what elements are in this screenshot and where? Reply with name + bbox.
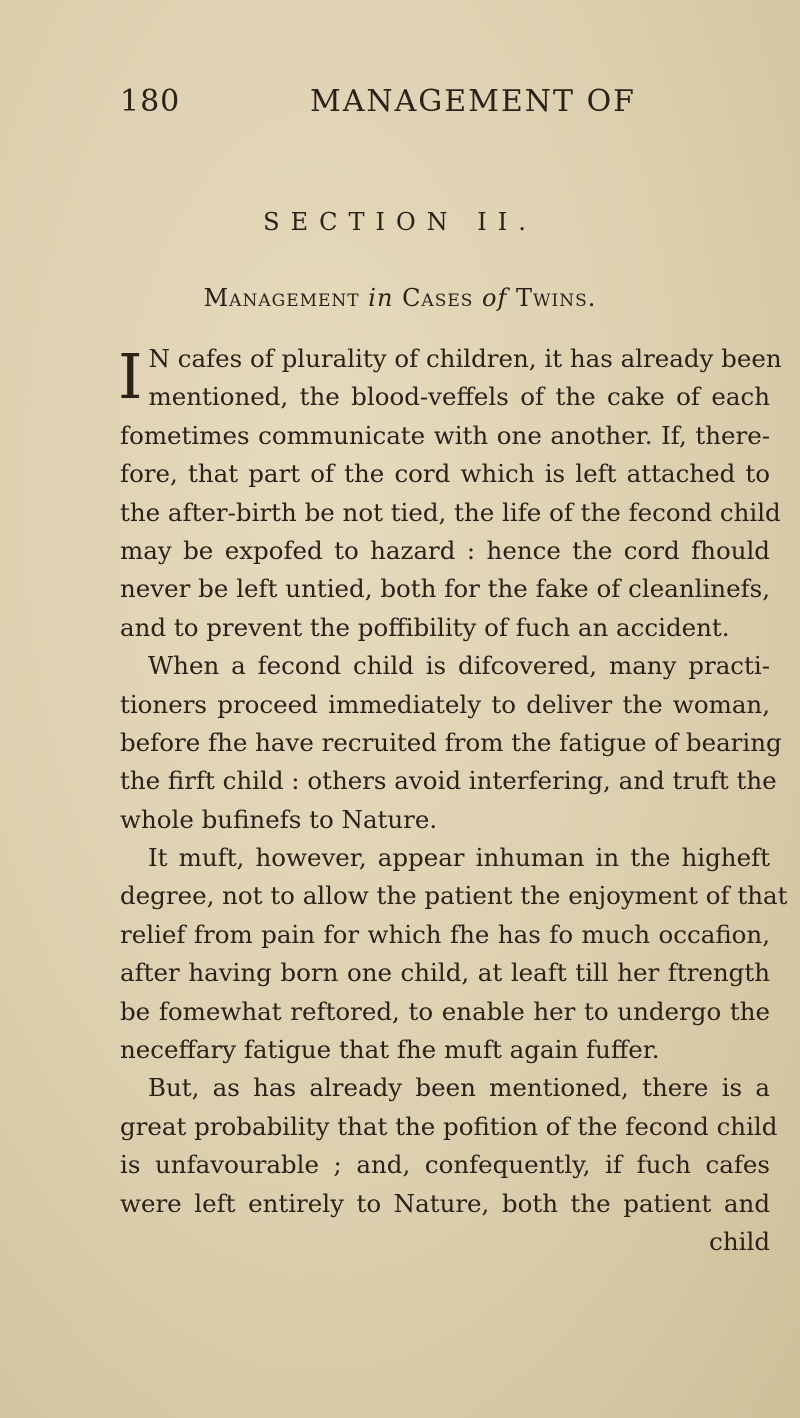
text-line: after having born one child, at leaft till her ftrength <box>120 958 770 988</box>
section-subtitle <box>0 284 800 312</box>
text-line: mentioned, the blood-veffels of the cake of each <box>148 382 770 412</box>
text-line: never be left untied, both for the fake of cleanlinefs, <box>120 574 770 604</box>
text-line: may be expofed to hazard : hence the cord fhould <box>120 535 770 565</box>
text-line: before fhe have recruited from the fatigue of bearing <box>120 727 782 757</box>
text-line: degree, not to allow the patient the enjoyment of that <box>120 881 788 911</box>
subtitle-twins: Twins. <box>516 284 597 312</box>
subtitle-cases: Cases <box>402 284 474 312</box>
text-line: be fomewhat reftored, to enable her to undergo the <box>120 996 770 1026</box>
catchword: child <box>709 1226 770 1256</box>
text-line: But, as has already been mentioned, there is a <box>148 1073 770 1103</box>
text-line: great probability that the pofition of the fecond child <box>120 1111 778 1141</box>
section-title: SECTION II. <box>263 208 537 236</box>
body-text <box>118 340 788 1261</box>
drop-cap: I <box>118 340 143 413</box>
text-line: the after-birth be not tied, the life of the fecond child <box>120 497 781 527</box>
text-line: When a fecond child is difcovered, many practi- <box>148 651 770 681</box>
running-head: MANAGEMENT OF <box>310 84 636 119</box>
text-line: fore, that part of the cord which is left attached to <box>120 459 770 489</box>
subtitle-management: Management <box>203 284 360 312</box>
text-line: is unfavourable ; and, confequently, if fuch cafes <box>120 1150 770 1180</box>
subtitle-in: in <box>368 284 394 312</box>
text-line: were left entirely to Nature, both the patient and <box>120 1188 770 1218</box>
page-number: 180 <box>120 84 181 119</box>
text-line: the firft child : others avoid interfering, and truft the <box>120 766 777 796</box>
text-line: fometimes communicate with one another. If, there- <box>120 420 770 450</box>
text-line: tioners proceed immediately to deliver the woman, <box>120 689 770 719</box>
subtitle-of: of <box>482 284 508 312</box>
text-line: neceffary fatigue that fhe muft again fuffer. <box>120 1035 660 1065</box>
text-line: N cafes of plurality of children, it has already been <box>148 344 782 373</box>
text-line: whole bufinefs to Nature. <box>120 804 438 834</box>
text-line: It muft, however, appear inhuman in the higheft <box>148 843 770 873</box>
text-line: and to prevent the poffibility of fuch an accident. <box>120 612 730 642</box>
text-line: relief from pain for which fhe has fo much occafion, <box>120 919 770 949</box>
